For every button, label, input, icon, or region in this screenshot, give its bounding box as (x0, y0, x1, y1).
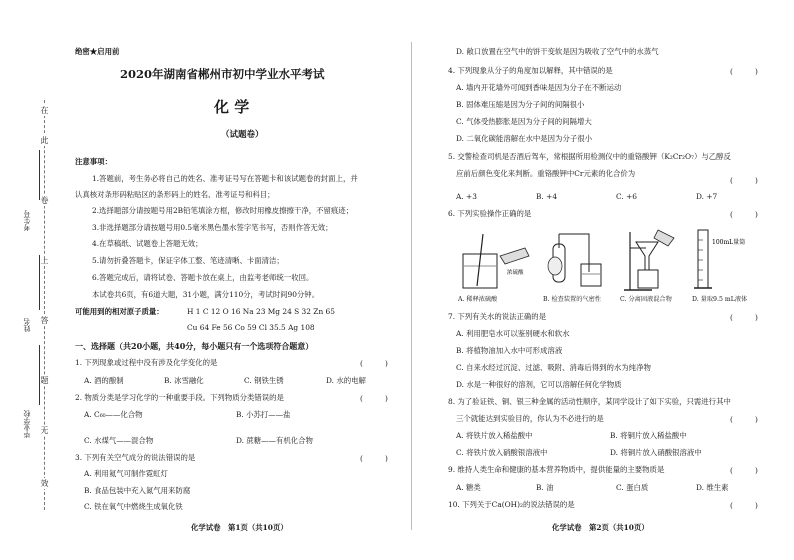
option: A. 糖类 (456, 483, 481, 492)
figure-measuring-cylinder (690, 226, 770, 294)
option: B. 冰雪融化 (164, 376, 204, 385)
option: B. 食品包装中充入氮气用来防腐 (84, 486, 191, 495)
option: A. 利用肥皂水可以鉴别硬水和软水 (456, 329, 570, 338)
answer-bracket: ( ) (360, 359, 388, 368)
figure-filtration (622, 226, 682, 294)
question-stem: 3. 下列有关空气成分的说法错误的是 (75, 453, 196, 462)
answer-bracket: ( ) (730, 415, 758, 424)
page-footer: 化学试卷 第1页（共10页） (191, 523, 288, 532)
atomic-mass-row: Cu 64 Fe 56 Co 59 Cl 35.5 Ag 108 (187, 323, 315, 332)
question-stem: 应前后颜色变化来判断。重铬酸钾中Cr元素的化合价为 (456, 169, 636, 178)
question-stem: 9. 维持人类生命和健康的基本营养物质中，提供能量的主要物质是 (448, 465, 665, 474)
option: B. 将植物油加入水中可形成溶液 (456, 346, 563, 355)
question-stem: 7. 下列有关水的说法正确的是 (448, 312, 547, 321)
margin-char: 无 (40, 426, 49, 435)
option: C. 水煤气——混合物 (84, 436, 154, 445)
figure-caption: A. 稀释浓硫酸 (458, 296, 498, 303)
option: A. C₆₀——化合物 (84, 410, 143, 419)
question-stem: 1. 下列现象或过程中没有涉及化学变化的是 (75, 358, 218, 367)
answer-bracket: ( ) (730, 313, 758, 322)
option: D. 二氧化碳能溶解在水中是因为分子很小 (456, 134, 593, 143)
note-line: 5.请勿折叠答题卡，保证字体工整、笔迹清晰、卡面清洁； (92, 256, 284, 265)
field-underline (39, 345, 40, 405)
margin-char: 效 (40, 479, 49, 488)
field-underline (39, 255, 40, 310)
answer-bracket: ( ) (360, 394, 388, 403)
note-line: 2.选择题部分请按题号用2B铅笔填涂方框，修改时用橡皮擦擦干净，不留痕迹； (92, 206, 354, 215)
figure-airtight-check (545, 226, 610, 294)
question-stem: 2. 物质分类是学习化学的一种重要手段。下列物质分类错误的是 (75, 393, 284, 402)
margin-char: 此 (40, 136, 49, 145)
margin-char: 在 (40, 106, 49, 115)
question-stem: 三个就能达到实验目的，你认为不必进行的是 (456, 414, 604, 423)
question-stem: 8. 为了验证铁、铜、银三种金属的活动性顺序，某同学设计了如下实验，只需进行其中 (448, 397, 731, 406)
acid-label: 浓硫酸 (507, 270, 524, 276)
answer-bracket: ( ) (730, 67, 758, 76)
option: A. 酒的酿制 (84, 376, 124, 385)
option: C. 铁在氧气中燃烧生成氧化铁 (84, 502, 183, 511)
option: C. +6 (616, 192, 637, 201)
option: D. +7 (696, 192, 718, 201)
question-stem: 6. 下列实验操作正确的是 (448, 209, 532, 218)
question-stem: 10. 下列关于Ca(OH)₂的说法错误的是 (448, 500, 575, 509)
field-school: 毕业学校 (23, 410, 31, 438)
option: B. 小苏打——盐 (236, 410, 291, 419)
note-line: 认真核对条形码粘贴区的条形码上的姓名、准考证号和科目； (75, 190, 275, 199)
question-stem: 4. 下列现象从分子的角度加以解释，其中错误的是 (448, 66, 613, 75)
option: D. 维生素 (696, 483, 729, 492)
answer-bracket: ( ) (730, 466, 758, 475)
answer-bracket: ( ) (360, 454, 388, 463)
field-student-id: 考生号 (23, 210, 31, 231)
answer-bracket: ( ) (730, 501, 758, 510)
exam-title: 2020年湖南省郴州市初中学业水平考试 (120, 67, 325, 81)
answer-bracket: ( ) (730, 210, 758, 219)
figure-caption: B. 检查装置的气密性 (543, 296, 601, 303)
figure-caption: D. 量取9.5 mL液体 (692, 296, 748, 303)
option: D. 将铜片放入硝酸银溶液中 (610, 448, 702, 457)
option: A. 利用氦气可制作霓虹灯 (84, 469, 168, 478)
option: C. 将铁片放入硝酸银溶液中 (456, 448, 548, 457)
margin-char: 答 (40, 316, 49, 325)
figure-caption: C. 分离固液混合物 (620, 296, 672, 303)
figure-dilute-acid (455, 226, 535, 294)
field-name: 姓名 (23, 318, 31, 332)
note-line: 6.答题完成后，请将试卷、答题卡放在桌上，由监考老师统一收回。 (92, 273, 314, 282)
binding-line (44, 100, 45, 510)
option: C. 气体受热膨胀是因为分子间的间隔增大 (456, 117, 592, 126)
atomic-mass-row: H 1 C 12 O 16 Na 23 Mg 24 S 32 Zn 65 (187, 307, 335, 316)
atomic-mass-label: 可能用到的相对原子质量： (75, 307, 164, 316)
note-line: 本试卷共6页，有6道大题，31小题，满分110分，考试时间90分钟。 (92, 290, 320, 299)
margin-char: 上 (40, 256, 49, 265)
paper-subtitle: （试题卷） (221, 130, 264, 140)
option: B. 油 (536, 483, 554, 492)
option: B. 将铜片放入稀盐酸中 (610, 431, 687, 440)
note-line: 3.非选择题部分请按题号用0.5毫米黑色墨水签字笔书写，否则作答无效； (92, 223, 333, 232)
page-footer: 化学试卷 第2页（共10页） (552, 523, 649, 532)
option: D. 水的电解 (326, 376, 366, 385)
secret-label: 绝密★启用前 (75, 47, 120, 56)
note-line: 4.在草稿纸、试题卷上答题无效； (92, 239, 203, 248)
option: C. 自来水经过沉淀、过滤、吸附、消毒后得到的水为纯净物 (456, 363, 651, 372)
margin-char: 题 (40, 376, 49, 385)
option: D. 水是一种很好的溶剂，它可以溶解任何化学物质 (456, 380, 622, 389)
option: C. 钢铁生锈 (244, 376, 284, 385)
question-stem: 5. 交警检查司机是否酒后驾车，常根据所用检测仪中的重铬酸钾（K₂Cr₂O₇）与乙醇反 (448, 152, 731, 161)
answer-bracket: ( ) (730, 176, 758, 185)
option: D. 敞口放置在空气中的饼干变软是因为吸收了空气中的水蒸气 (456, 47, 659, 56)
option: A. +3 (456, 192, 477, 201)
option: B. 固体难压缩是因为分子间的间隔很小 (456, 100, 585, 109)
option: B. +4 (536, 192, 558, 201)
margin-char: 卷 (40, 196, 49, 205)
field-underline (39, 150, 40, 200)
option: C. 蛋白质 (616, 483, 649, 492)
note-line: 1.答题前，考生务必将自己的姓名、准考证号写在答题卡和该试题卷的封面上，并 (92, 174, 358, 183)
notes-heading: 注意事项： (75, 157, 112, 166)
page-divider (411, 42, 412, 530)
option: D. 蔗糖——有机化合物 (236, 436, 313, 445)
option: A. 墙内开花墙外可闻到香味是因为分子在不断运动 (456, 83, 622, 92)
option: A. 将铁片放入稀盐酸中 (456, 431, 533, 440)
section-heading: 一、选择题（共20小题，共40分，每小题只有一个选项符合题意） (75, 341, 314, 351)
subject-title: 化 学 (214, 98, 250, 116)
cylinder-label: 100mL量筒 (712, 239, 746, 246)
